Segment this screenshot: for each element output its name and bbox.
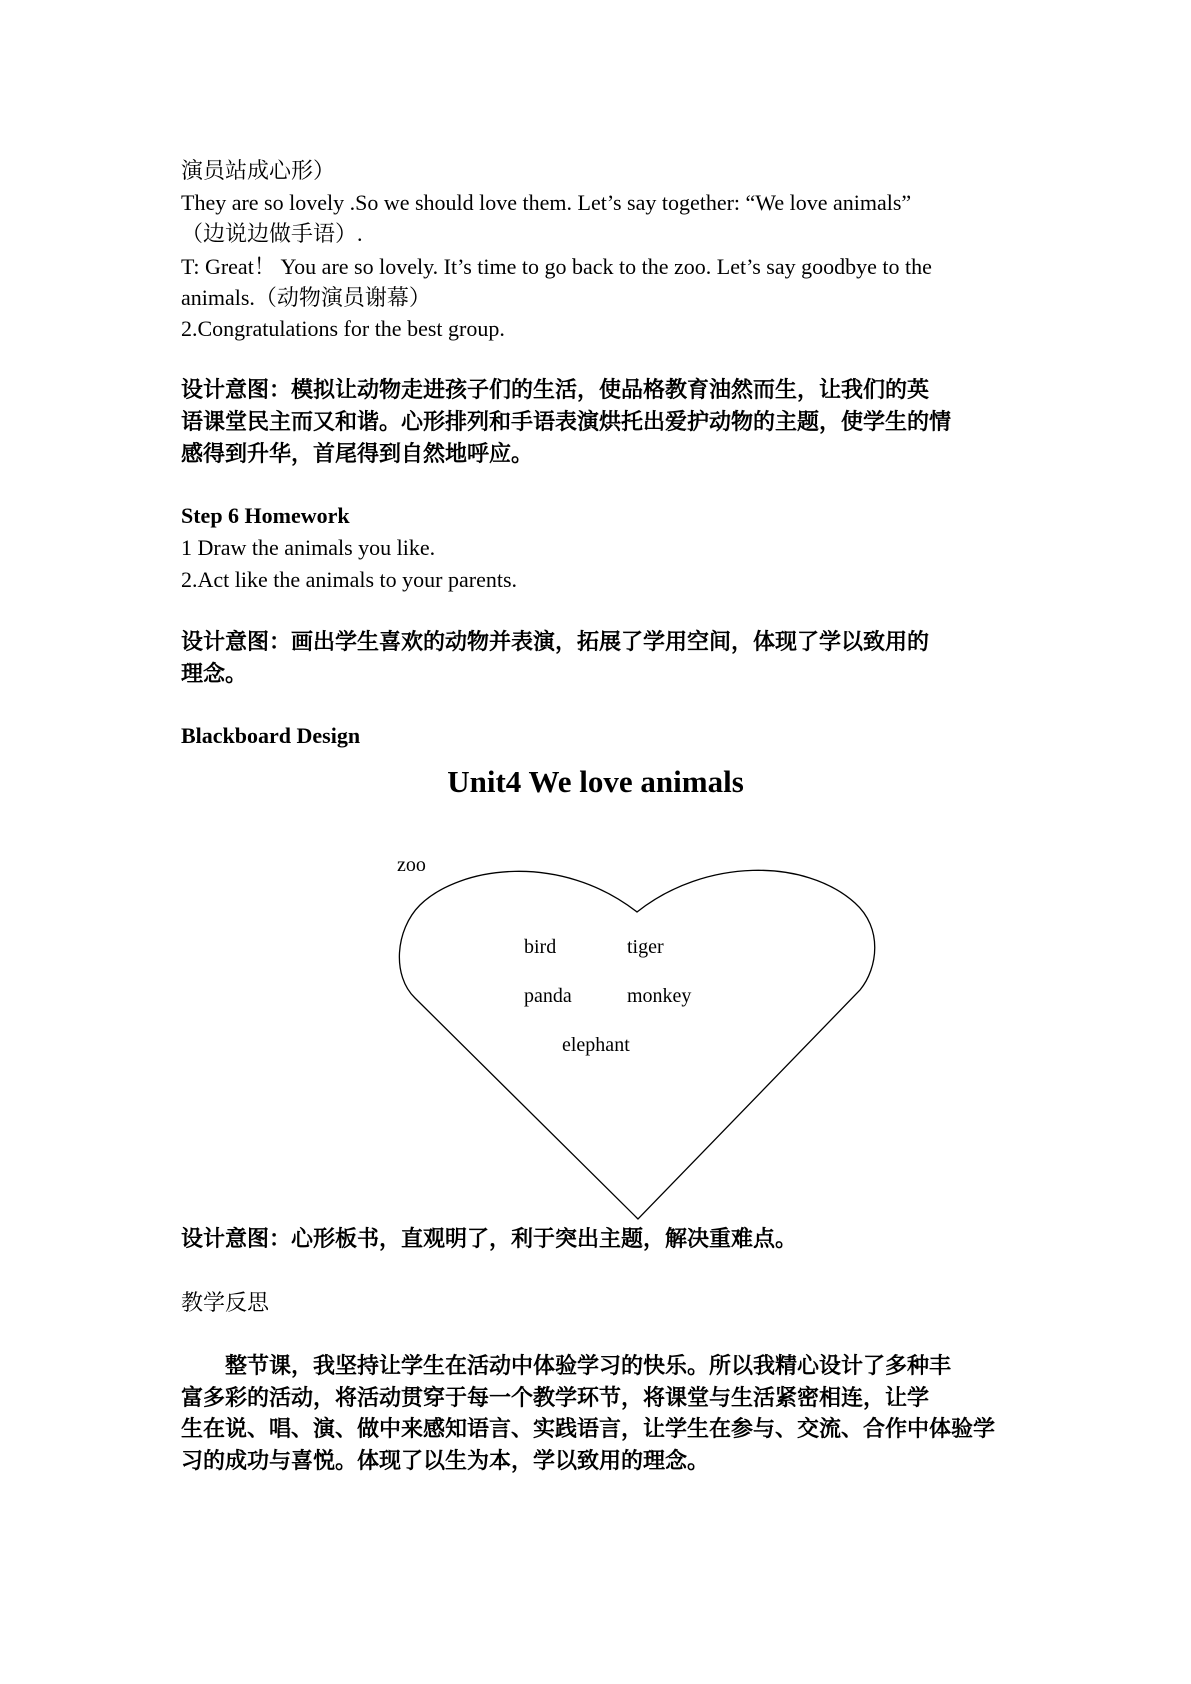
design-intent-line: 语课堂民主而又和谐。心形排列和手语表演烘托出爱护动物的主题，使学生的情 (181, 409, 952, 434)
text-line: animals.（动物演员谢幕） (181, 285, 431, 310)
animal-word: tiger (627, 936, 664, 958)
reflection-line: 整节课，我坚持让学生在活动中体验学习的快乐。所以我精心设计了多种丰 (181, 1353, 952, 1378)
text-line: 演员站成心形） (181, 158, 336, 183)
design-intent-line: 设计意图：模拟让动物走进孩子们的生活，使品格教育油然而生，让我们的英 (181, 377, 930, 402)
reflection-heading: 教学反思 (181, 1290, 270, 1315)
animal-word: bird (524, 936, 557, 958)
reflection-line: 生在说、唱、演、做中来感知语言、实践语言，让学生在参与、交流、合作中体验学 (181, 1416, 996, 1441)
homework-item: 1 Draw the animals you like. (181, 535, 436, 560)
text-line: 2.Congratulations for the best group. (181, 316, 505, 341)
homework-heading: Step 6 Homework (181, 503, 350, 528)
text-line: T: Great！ You are so lovely. It’s time to go back to the zoo. Let’s say goodbye to the (181, 254, 932, 279)
text-line: They are so lovely .So we should love them. Let’s say together: “We love animals” (181, 190, 912, 215)
zoo-label: zoo (397, 854, 426, 876)
blackboard-title: Unit4 We love animals (447, 764, 744, 799)
reflection-line: 富多彩的活动，将活动贯穿于每一个教学环节，将课堂与生活紧密相连，让学 (181, 1385, 930, 1410)
design-intent-line: 理念。 (181, 661, 248, 686)
blackboard-heading: Blackboard Design (181, 723, 361, 748)
design-intent-line: 设计意图：心形板书，直观明了，利于突出主题，解决重难点。 (181, 1226, 798, 1251)
homework-item: 2.Act like the animals to your parents. (181, 567, 518, 592)
design-intent-line: 感得到升华，首尾得到自然地呼应。 (181, 441, 534, 466)
animal-word: elephant (562, 1034, 630, 1056)
animal-word: monkey (627, 985, 692, 1007)
design-intent-line: 设计意图：画出学生喜欢的动物并表演，拓展了学用空间，体现了学以致用的 (181, 629, 930, 654)
animal-word: panda (524, 985, 572, 1007)
text-line: （边说边做手语）. (181, 221, 363, 246)
reflection-line: 习的成功与喜悦。体现了以生为本，学以致用的理念。 (181, 1448, 710, 1473)
